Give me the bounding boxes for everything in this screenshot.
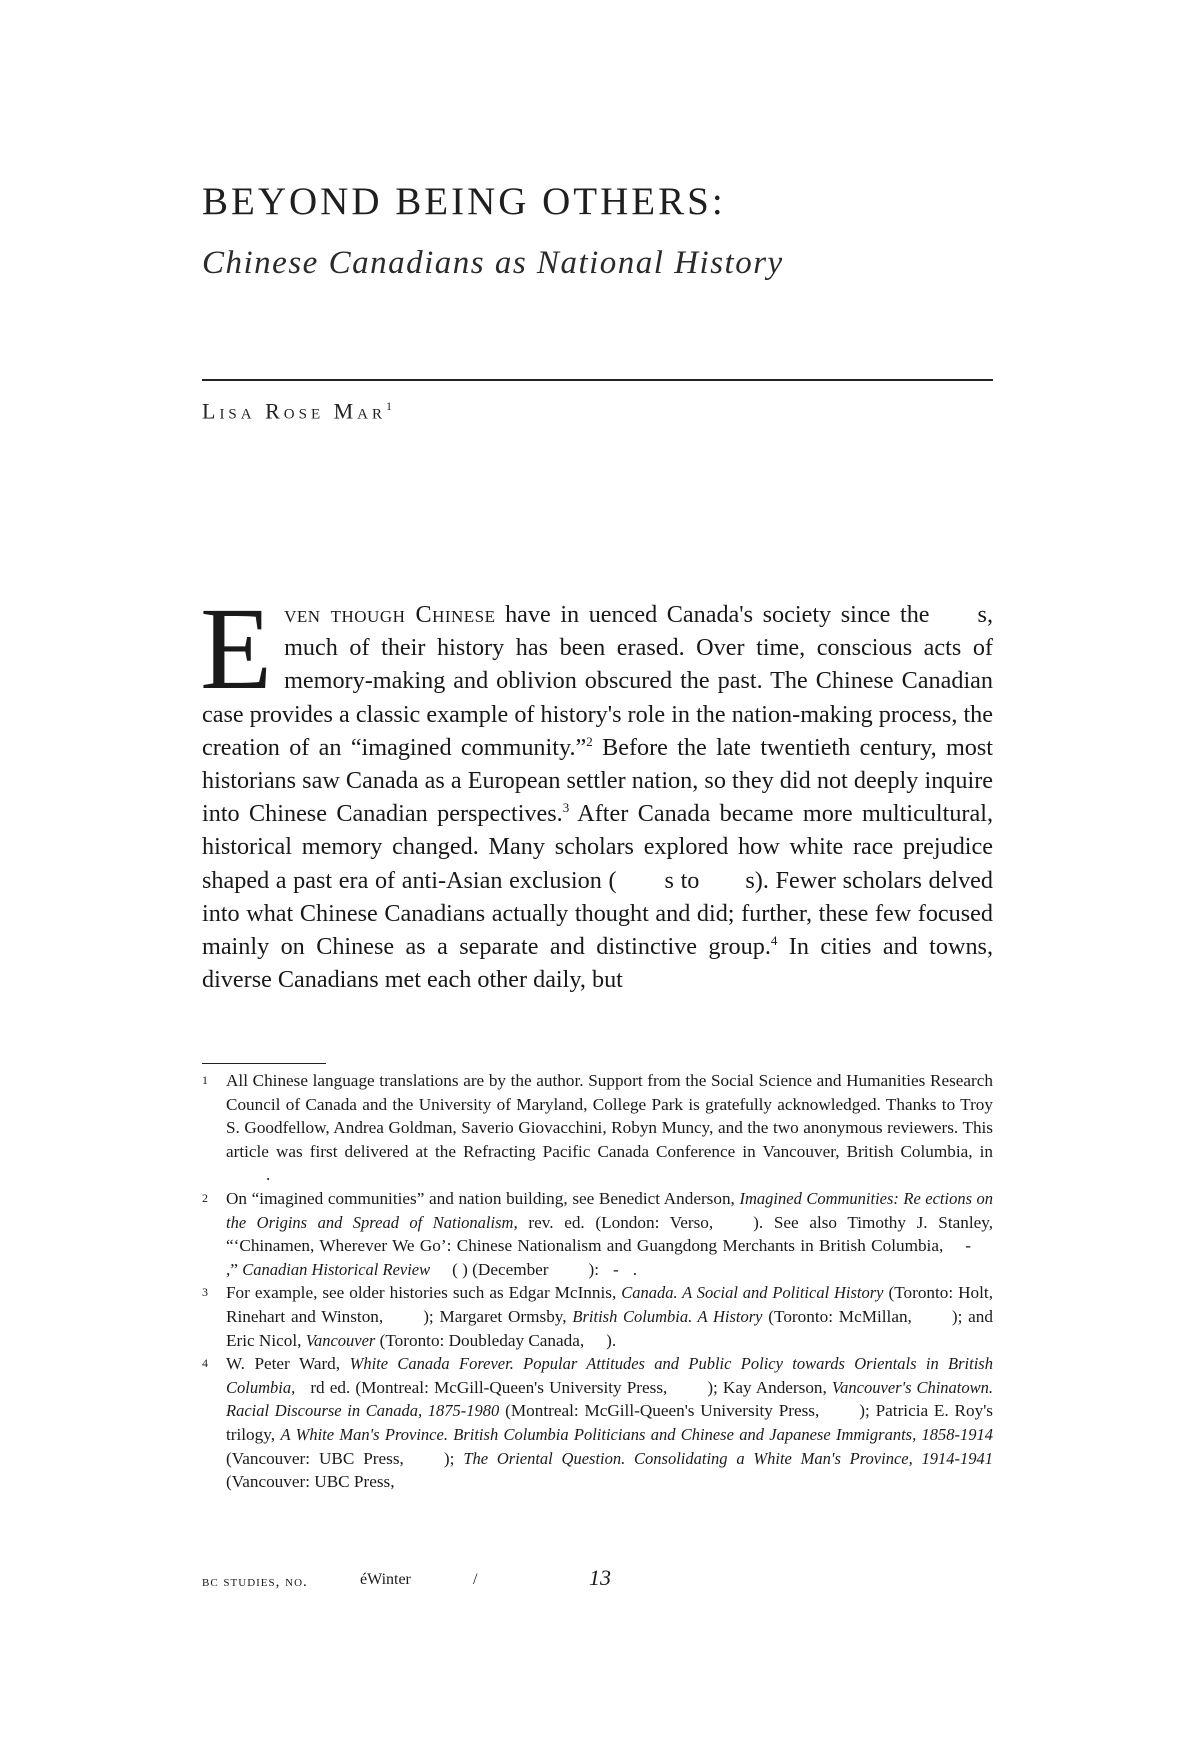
body-paragraph (200, 583, 994, 996)
lead-small-caps: ven though Chinese (284, 601, 496, 628)
footnote-number: 2 (202, 1190, 208, 1205)
author-name: Lisa Rose Mar (202, 398, 387, 424)
page-footer (202, 1565, 702, 1600)
citation-title: Vancouver (305, 1330, 376, 1350)
footnote-rule (202, 1063, 326, 1064)
page-number: 13 (589, 1565, 611, 1590)
author-footnote-marker: 1 (386, 399, 393, 413)
journal-name: bc studies, no. (202, 1574, 308, 1590)
body-text-run: In cities and towns, diverse Canadians met each other daily, but (202, 933, 994, 994)
issue-season: éWinter (360, 1571, 411, 1588)
citation-title: Canadian Historical Review (242, 1259, 431, 1279)
drop-cap: E (200, 583, 273, 714)
body-text-run: Before the late twentieth century, most historians saw Canada as a European settler nation, so they did not deeply inquire into Chinese Canadian perspectives. (202, 733, 994, 828)
footnote: 4 W. Peter Ward, White Canada Forever. Popular Attitudes and Public Policy towards Orientals in British Columbia, rd ed. (Montreal: McGill-Queen's University Press, ); Kay Anderson, Vancouver's Chinatown. Racial Discourse in Canada, 1875-1980 (Montreal: McGill-Queen's University Press, ); Patricia E. Roy's trilogy, A White Man's Province. British Columbia Politicians and Chinese and Japanese Immigrants, 1858-1914 (Vancouver: UBC Press, ); The Oriental Question. Consolidating a White Man's Province, 1914-1941 (Vancouver: UBC Press, (202, 1354, 994, 1492)
article-subtitle: Chinese Canadians as National History (202, 245, 784, 281)
footnote-number: 1 (202, 1073, 208, 1087)
footnote-marker: 2 (586, 733, 593, 749)
citation-title: Canada. A Social and Political History (621, 1283, 884, 1303)
title-rule (202, 379, 993, 381)
citation-title: Vancouver's Chinatown. Racial Discourse in Canada, 1875-1980 (226, 1377, 993, 1421)
citation-title: The Oriental Question. Consolidating a White Man's Province, 1914-1941 (463, 1448, 994, 1468)
footnote: 1 All Chinese language translations are by the author. Support from the Social Science and Humanities Research Council of Canada and the University of Maryland, College Park is gratefully acknowledged. Thanks to Troy S. Goodfellow, Andrea Goldman, Saverio Giovacchini, Robyn Muncy, and the two anonymous reviewers. This article was first delivered at the Refracting Pacific Canada Conference in Vancouver, British Columbia, in. (202, 1071, 993, 1185)
body-text-run: s, much of their history has been erased. Over time, conscious acts of memory-making and oblivion obscured the past. The Chinese Canadian case provides a classic example of history's role in the nation-making process, the creation of an “imagined community.” (202, 601, 993, 761)
article-title: BEYOND BEING OTHERS: (202, 180, 726, 223)
citation-title: British Columbia. A History (572, 1306, 763, 1326)
body-text-run: s). Fewer scholars delved into what Chinese Canadians actually thought and did; further, these few focused mainly on Chinese as a separate and distinctive group. (202, 866, 993, 961)
citation-title: White Canada Forever. Popular Attitudes and Public Policy towards Orientals in British Columbia, (226, 1354, 993, 1397)
footnote-marker: 3 (562, 800, 570, 816)
footnote-number: 3 (202, 1285, 208, 1300)
citation-title: Imagined Communities: Re ections on the Origins and Spread of Nationalism (226, 1188, 993, 1232)
body-text-run: s to (664, 866, 700, 894)
footnote-text: All Chinese language translations are by the author. Support from the Social Science and Humanities Research Council of Canada and the University of Maryland, College Park is gratefully acknowledged. Thanks to Troy S. Goodfellow, Andrea Goldman, Saverio Giovacchini, Robyn Muncy, and the two anonymous reviewers. This article was first delivered at the Refracting Pacific Canada Conference in Vancouver, British Columbia, in (226, 1071, 993, 1161)
footnotes (202, 1069, 993, 1494)
author-byline (202, 400, 392, 422)
issue-separator: / (473, 1571, 478, 1588)
body-text-run: have in uenced Canada's society since the (495, 601, 930, 628)
body-text-run: After Canada became more multicultural, historical memory changed. Many scholars explored how white race prejudice shaped a past era of anti-Asian exclusion ( (202, 800, 993, 894)
citation-title: A White Man's Province. British Columbia Politicians and Chinese and Japanese Immigrants, 1858-1914 (280, 1424, 993, 1444)
footnote: 2 On “imagined communities” and nation building, see Benedict Anderson, Imagined Communities: Re ections on the Origins and Spread of Nationalism, rev. ed. (London: Verso, ). See also Timothy J. Stanley, “‘Chinamen, Wherever We Go’: Chinese Nationalism and Guangdong Merchants in British Columbia, -,” Canadian Historical Review ( ) (December ): - . (202, 1188, 994, 1279)
footnote-number: 4 (202, 1356, 208, 1371)
footnote-marker: 4 (770, 932, 778, 948)
footnote: 3 For example, see older histories such as Edgar McInnis, Canada. A Social and Political History (Toronto: Holt, Rinehart and Winston, ); Margaret Ormsby, British Columbia. A History (Toronto: McMillan, ); and Eric Nicol, Vancouver (Toronto: Doubleday Canada, ). (202, 1283, 993, 1350)
